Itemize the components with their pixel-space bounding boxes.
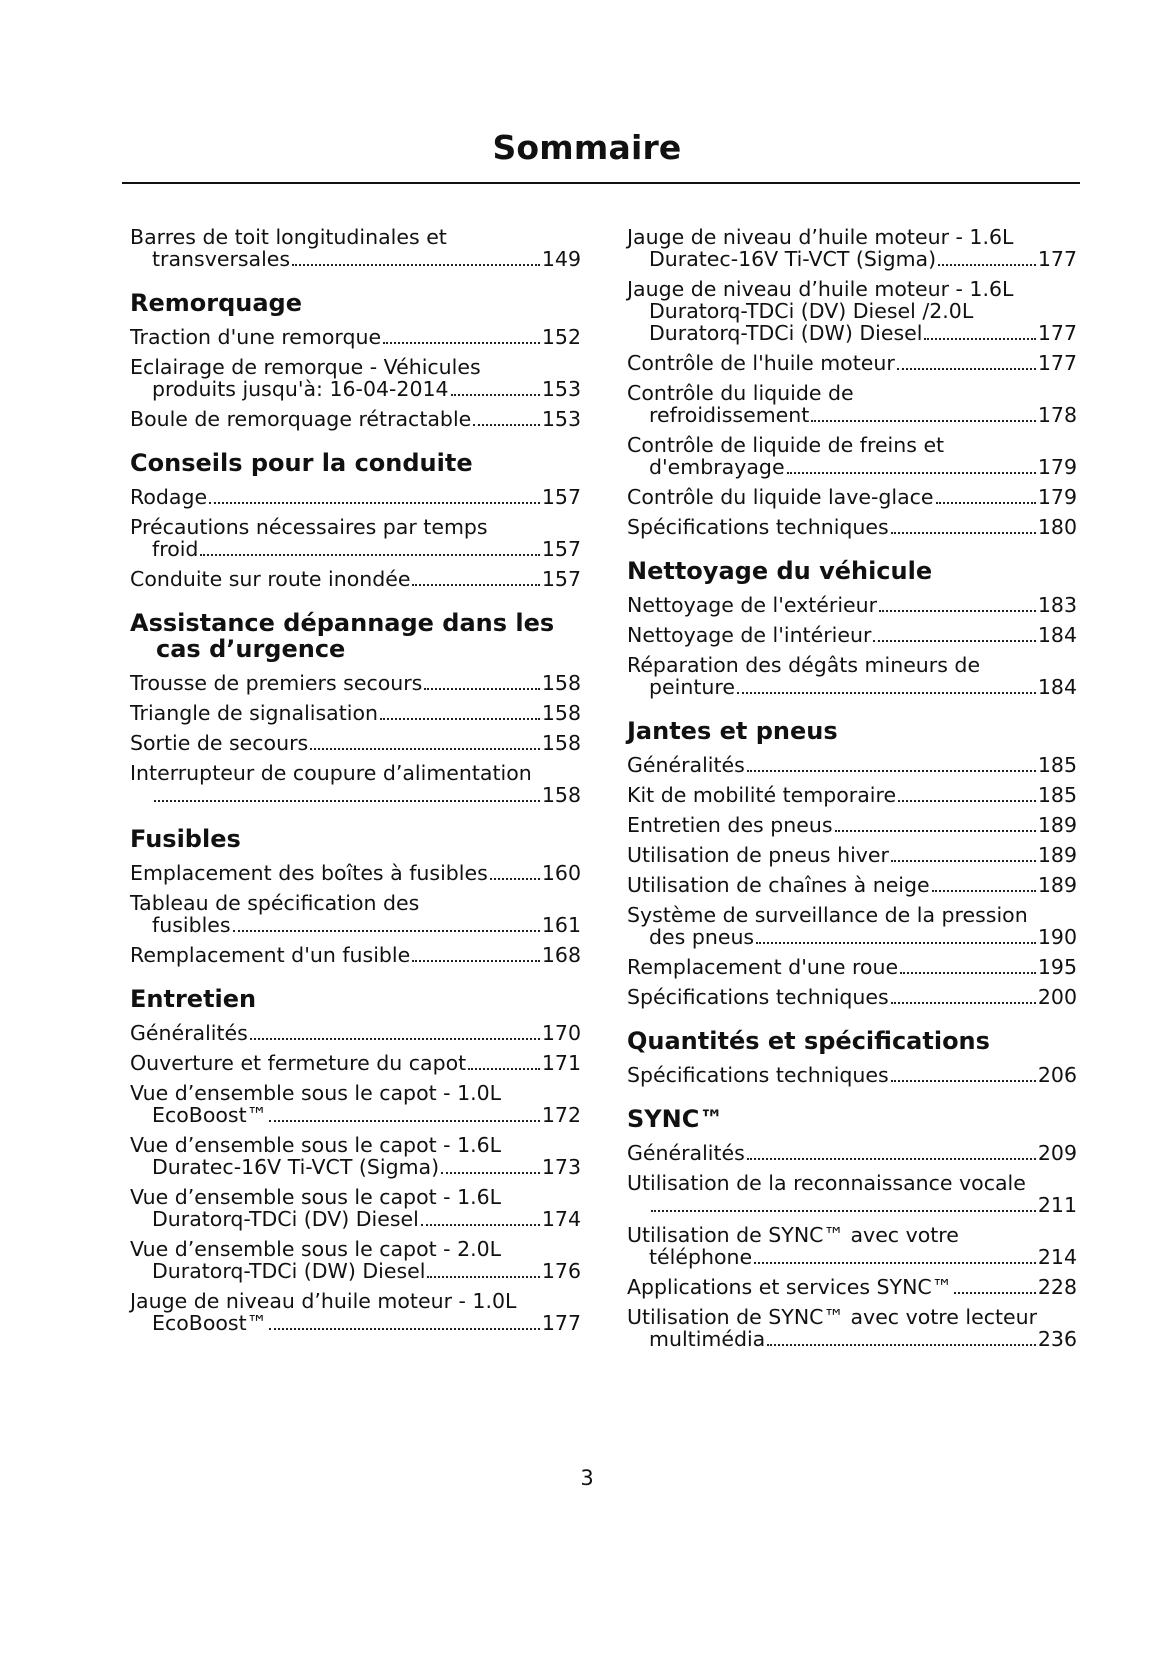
dot-leader [383,342,540,344]
entry-page-number: 189 [1037,813,1077,837]
dot-leader [787,472,1036,474]
entry-leader-line [627,486,1077,508]
toc-entry[interactable] [130,702,581,724]
entry-page-number: 190 [1037,925,1077,949]
entry-text: Contrôle du liquide de [627,381,854,405]
entry-leader-line [130,914,581,936]
entry-page-number: 228 [1037,1275,1077,1299]
dot-leader [292,264,540,266]
toc-entry[interactable] [130,1022,581,1044]
entry-page-number: 179 [1037,485,1077,509]
toc-entry[interactable] [627,278,1077,344]
page-title: Sommaire [492,128,682,167]
entry-leader-line [627,926,1077,948]
entry-leader-line [627,404,1077,426]
toc-entry[interactable] [627,784,1077,806]
dot-leader [380,718,540,720]
toc-section [627,1106,1077,1350]
entry-text: transversales [152,247,291,271]
entry-page-number: 157 [541,567,581,591]
dot-leader [651,1210,1036,1212]
dot-leader [891,1080,1036,1082]
entry-page-number: 160 [541,861,581,885]
toc-entry[interactable] [627,814,1077,836]
entry-text: Conduite sur route inondée [130,567,411,591]
toc-entry[interactable] [627,594,1077,616]
entry-text: Duratorq-TDCi (DV) Diesel [152,1207,419,1231]
toc-entry[interactable] [130,326,581,348]
toc-section [627,1028,1077,1086]
toc-entry[interactable] [130,1082,581,1126]
entry-page-number: 168 [541,943,581,967]
entry-page-number: 171 [541,1051,581,1075]
entry-text: Jauge de niveau d’huile moteur - 1.0L [130,1289,517,1313]
toc-entry[interactable] [627,516,1077,538]
dot-leader [767,1344,1036,1346]
toc-entry[interactable] [627,1306,1077,1350]
entry-text: Spécifications techniques [627,515,889,539]
entry-text: Vue d’ensemble sous le capot - 1.6L [130,1185,502,1209]
entry-text: Généralités [130,1021,248,1045]
entry-leader-line [627,1328,1077,1350]
entry-page-number: 177 [1037,351,1077,375]
entry-text: Utilisation de la reconnaissance vocale [627,1171,1026,1195]
toc-entry[interactable] [130,732,581,754]
entry-leader-line [130,486,581,508]
dot-leader [209,502,540,504]
dot-leader [900,972,1036,974]
dot-leader [891,1002,1036,1004]
entry-text: Spécifications techniques [627,1063,889,1087]
toc-entry[interactable] [627,874,1077,896]
section-heading: Nettoyage du véhicule [627,557,933,585]
entry-leader-line [627,516,1077,538]
dot-leader [835,830,1036,832]
entry-leader-line [130,538,581,560]
entry-text: peinture [649,675,735,699]
entry-text: Traction d'une remorque [130,325,382,349]
entry-text: Duratec-16V Ti-VCT (Sigma) [152,1155,440,1179]
entry-text: Sortie de secours [130,731,309,755]
entry-leader-line [627,1142,1077,1164]
entry-page-number: 158 [541,731,581,755]
section-heading: Jantes et pneus [627,717,838,745]
toc-left-column [130,226,581,1334]
toc-entry[interactable] [627,1142,1077,1164]
toc-entry[interactable] [627,226,1077,270]
entry-leader-line [130,1312,581,1334]
entry-text: Nettoyage de l'intérieur [627,623,872,647]
dot-leader [936,502,1036,504]
entry-page-number: 177 [1037,247,1077,271]
entry-text: Duratorq-TDCi (DV) Diesel /2.0L [649,299,974,323]
dot-leader [737,692,1036,694]
entry-text: Trousse de premiers secours [130,671,423,695]
entry-text: Réparation des dégâts mineurs de [627,653,981,677]
entry-leader-line [130,732,581,754]
toc-entry[interactable] [130,944,581,966]
entry-page-number: 158 [541,701,581,725]
dot-leader [754,1262,1036,1264]
entry-leader-line [627,456,1077,478]
entry-page-number: 185 [1037,783,1077,807]
entry-page-number: 211 [1037,1193,1077,1217]
entry-page-number: 158 [541,783,581,807]
entry-leader-line [627,814,1077,836]
entry-page-number: 179 [1037,455,1077,479]
dot-leader [451,394,540,396]
entry-page-number: 200 [1037,985,1077,1009]
entry-leader-line [627,248,1077,270]
entry-text: EcoBoost™ [152,1311,268,1335]
toc-entry[interactable] [627,624,1077,646]
entry-page-number: 184 [1037,675,1077,699]
entry-page-number: 153 [541,377,581,401]
entry-text: Précautions nécessaires par temps [130,515,488,539]
dot-leader [269,1328,540,1330]
entry-page-number: 174 [541,1207,581,1231]
toc-section [130,986,581,1334]
entry-text: Barres de toit longitudinales et [130,225,447,249]
entry-page-number: 157 [541,537,581,561]
entry-text: Triangle de signalisation [130,701,379,725]
entry-page-number: 177 [541,1311,581,1335]
entry-page-number: 170 [541,1021,581,1045]
entry-leader-line [130,944,581,966]
entry-leader-line [627,986,1077,1008]
dot-leader [891,860,1036,862]
entry-leader-line [130,672,581,694]
toc-entry[interactable] [130,1290,581,1334]
entry-text: Remplacement d'une roue [627,955,899,979]
toc-entry[interactable] [627,1064,1077,1086]
entry-page-number: 209 [1037,1141,1077,1165]
entry-page-number: 214 [1037,1245,1077,1269]
entry-text: Utilisation de SYNC™ avec votre [627,1223,959,1247]
toc-entry[interactable] [130,226,581,270]
toc-entry[interactable] [130,1134,581,1178]
entry-page-number: 178 [1037,403,1077,427]
toc-entry[interactable] [130,568,581,590]
entry-page-number: 176 [541,1259,581,1283]
toc-section [130,610,581,806]
entry-leader-line [627,1276,1077,1298]
entry-page-number: 149 [541,247,581,271]
dot-leader [756,942,1036,944]
entry-page-number: 195 [1037,955,1077,979]
entry-leader-line [627,676,1077,698]
entry-page-number: 189 [1037,843,1077,867]
section-heading: Quantités et spécifications [627,1027,990,1055]
entry-leader-line [627,1064,1077,1086]
entry-leader-line [627,754,1077,776]
entry-page-number: 189 [1037,873,1077,897]
dot-leader [938,264,1036,266]
toc-section [130,450,581,590]
dot-leader [200,554,539,556]
dot-leader [891,532,1036,534]
entry-leader-line [130,1052,581,1074]
entry-text: froid [152,537,199,561]
toc-entry[interactable] [130,408,581,430]
toc-entry[interactable] [627,434,1077,478]
entry-leader-line [627,1194,1077,1216]
entry-text: Utilisation de SYNC™ avec votre lecteur [627,1305,1038,1329]
entry-text: Entretien des pneus [627,813,833,837]
entry-page-number: 153 [541,407,581,431]
entry-page-number: 183 [1037,593,1077,617]
entry-text: Généralités [627,753,745,777]
dot-leader [412,960,540,962]
toc-entry[interactable] [627,1224,1077,1268]
dot-leader [490,878,540,880]
toc-entry[interactable] [130,356,581,400]
toc-section [627,718,1077,1008]
dot-leader [897,368,1036,370]
entry-leader-line [627,594,1077,616]
entry-text: Rodage [130,485,208,509]
toc-entry[interactable] [627,486,1077,508]
toc-entry[interactable] [627,382,1077,426]
entry-page-number: 185 [1037,753,1077,777]
entry-text: d'embrayage [649,455,785,479]
entry-leader-line [130,378,581,400]
entry-text: fusibles [152,913,231,937]
entry-text: EcoBoost™ [152,1103,268,1127]
toc-entry[interactable] [627,904,1077,948]
entry-text: Tableau de spécification des [130,891,420,915]
entry-page-number: 177 [1037,321,1077,345]
toc-entry[interactable] [130,672,581,694]
entry-leader-line [627,844,1077,866]
entry-leader-line [130,1104,581,1126]
section-heading: Fusibles [130,825,241,853]
entry-text: Emplacement des boîtes à fusibles [130,861,488,885]
page-number: 3 [580,1466,594,1490]
entry-page-number: 157 [541,485,581,509]
entry-leader-line [627,322,1077,344]
entry-leader-line [130,568,581,590]
dot-leader [473,424,540,426]
dot-leader [424,688,539,690]
toc-entry[interactable] [130,516,581,560]
toc-entry[interactable] [130,1052,581,1074]
toc-entry[interactable] [627,844,1077,866]
entry-page-number: 161 [541,913,581,937]
entry-text: Interrupteur de coupure d’alimentation [130,761,532,785]
toc-right-column [627,226,1077,1350]
entry-text: Duratorq-TDCi (DW) Diesel [649,321,923,345]
toc-section [130,826,581,966]
entry-text: Duratec-16V Ti-VCT (Sigma) [649,247,937,271]
dot-leader [269,1120,540,1122]
entry-text: multimédia [649,1327,766,1351]
dot-leader [954,1292,1036,1294]
entry-leader-line [627,956,1077,978]
toc-entry[interactable] [627,754,1077,776]
entry-page-number: 152 [541,325,581,349]
entry-text: Kit de mobilité temporaire [627,783,897,807]
entry-text: Ouverture et fermeture du capot [130,1051,467,1075]
entry-page-number: 236 [1037,1327,1077,1351]
entry-leader-line [130,1156,581,1178]
entry-text: Utilisation de pneus hiver [627,843,889,867]
toc-entry[interactable] [130,1238,581,1282]
toc-section [627,226,1077,538]
entry-leader-line [130,784,581,806]
entry-text: Remplacement d'un fusible [130,943,411,967]
entry-leader-line [627,1246,1077,1268]
entry-text: Contrôle de l'huile moteur [627,351,895,375]
entry-text: téléphone [649,1245,753,1269]
entry-text: des pneus [649,925,755,949]
dot-leader [924,338,1035,340]
toc-entry[interactable] [130,762,581,806]
dot-leader [233,930,540,932]
entry-leader-line [130,408,581,430]
toc-entry[interactable] [627,1172,1077,1216]
toc-entry[interactable] [627,1276,1077,1298]
section-heading: Assistance dépannage dans les cas d’urgence [130,609,555,663]
entry-text: Duratorq-TDCi (DW) Diesel [152,1259,426,1283]
dot-leader [898,800,1036,802]
entry-page-number: 180 [1037,515,1077,539]
dot-leader [747,770,1036,772]
dot-leader [441,1172,540,1174]
dot-leader [932,890,1036,892]
entry-text: Jauge de niveau d’huile moteur - 1.6L [627,225,1014,249]
entry-leader-line [130,1022,581,1044]
entry-page-number: 158 [541,671,581,695]
entry-text: Eclairage de remorque - Véhicules [130,355,481,379]
entry-text: Contrôle du liquide lave-glace [627,485,934,509]
dot-leader [250,1038,540,1040]
entry-leader-line [130,248,581,270]
entry-page-number: 173 [541,1155,581,1179]
section-heading: Entretien [130,985,257,1013]
entry-leader-line [627,624,1077,646]
entry-leader-line [130,702,581,724]
entry-text: Contrôle de liquide de freins et [627,433,945,457]
entry-text: produits jusqu'à: 16-04-2014 [152,377,449,401]
dot-leader [427,1276,539,1278]
section-heading: Conseils pour la conduite [130,449,473,477]
toc-entry[interactable] [627,956,1077,978]
toc-section [130,226,581,270]
dot-leader [747,1158,1036,1160]
toc-entry[interactable] [130,1186,581,1230]
entry-page-number: 184 [1037,623,1077,647]
entry-text: Vue d’ensemble sous le capot - 1.0L [130,1081,502,1105]
toc-section [627,558,1077,698]
entry-text: Vue d’ensemble sous le capot - 1.6L [130,1133,502,1157]
toc-entry[interactable] [130,892,581,936]
toc-section [130,290,581,430]
dot-leader [421,1224,540,1226]
entry-text: Spécifications techniques [627,985,889,1009]
entry-leader-line [130,862,581,884]
entry-text: Applications et services SYNC™ [627,1275,953,1299]
dot-leader [310,748,540,750]
dot-leader [468,1068,540,1070]
toc-entry[interactable] [627,352,1077,374]
entry-text: Vue d’ensemble sous le capot - 2.0L [130,1237,502,1261]
toc-entry[interactable] [627,986,1077,1008]
entry-leader-line [130,326,581,348]
dot-leader [811,420,1036,422]
entry-leader-line [627,874,1077,896]
dot-leader [154,800,540,802]
entry-text: Système de surveillance de la pression [627,903,1028,927]
dot-leader [879,610,1036,612]
entry-text: Boule de remorquage rétractable [130,407,472,431]
dot-leader [412,584,539,586]
section-heading: SYNC™ [627,1105,724,1133]
entry-text: Utilisation de chaînes à neige [627,873,930,897]
entry-text: refroidissement [649,403,810,427]
title-rule [122,182,1080,184]
entry-page-number: 172 [541,1103,581,1127]
entry-leader-line [130,1260,581,1282]
toc-entry[interactable] [627,654,1077,698]
entry-leader-line [627,784,1077,806]
toc-entry[interactable] [130,862,581,884]
entry-page-number: 206 [1037,1063,1077,1087]
dot-leader [873,640,1035,642]
entry-leader-line [627,352,1077,374]
entry-text: Nettoyage de l'extérieur [627,593,878,617]
entry-text: Généralités [627,1141,745,1165]
entry-leader-line [130,1208,581,1230]
entry-text: Jauge de niveau d’huile moteur - 1.6L [627,277,1014,301]
section-heading: Remorquage [130,289,303,317]
toc-entry[interactable] [130,486,581,508]
